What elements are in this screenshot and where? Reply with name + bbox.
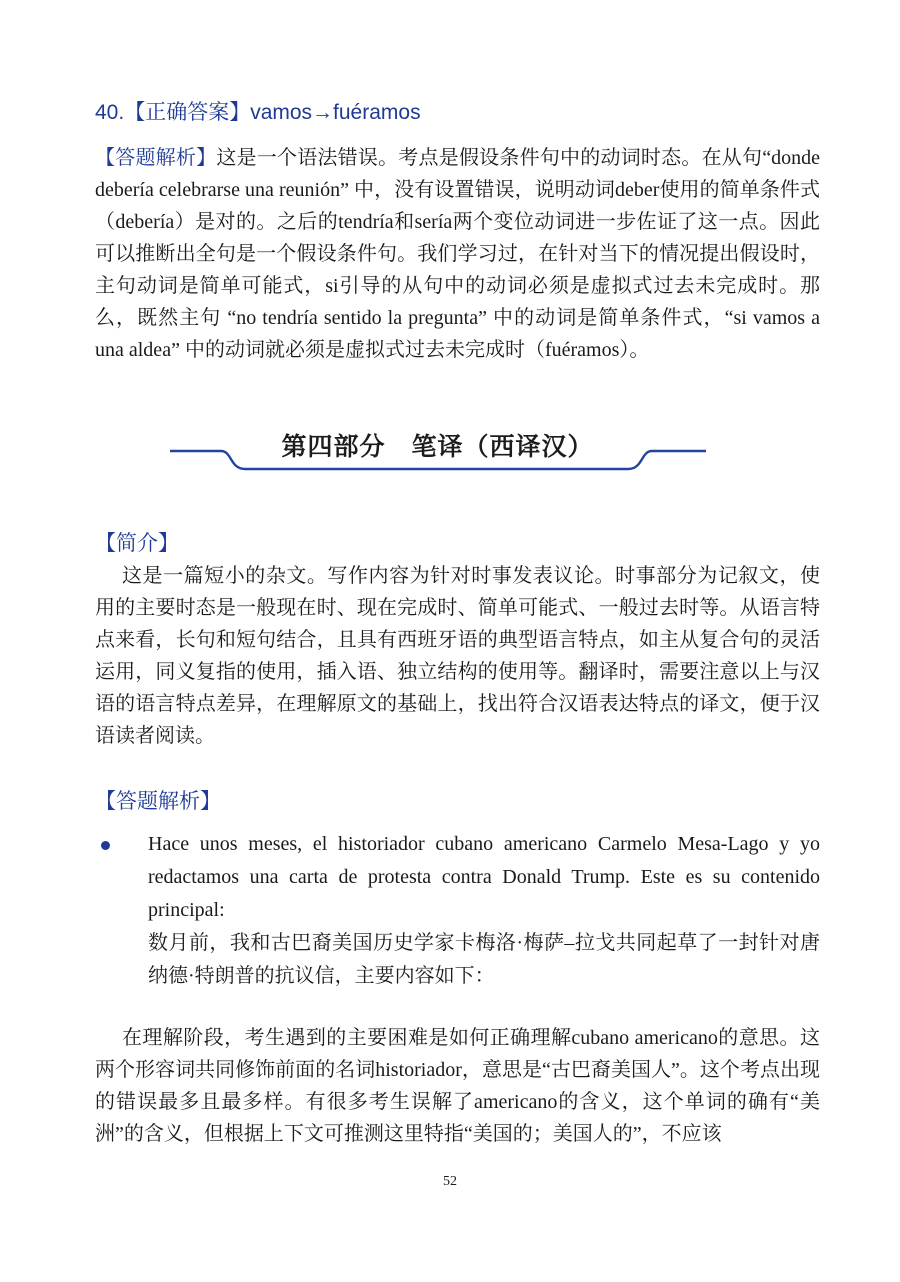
question-analysis-paragraph [95, 142, 820, 366]
intro-paragraph: 这是一篇短小的杂文。写作内容为针对时事发表议论。时事部分为记叙文，使用的主要时态是一般现在时、现在完成时、简单可能式、一般过去时等。从语言特点来看，长句和短句结合，且具有西班牙语的典型语言特点，如主从复合句的灵活运用，同义复指的使用，插入语、独立结构的使用等。翻译时，需要注意以上与汉语的语言特点差异，在理解原文的基础上，找出符合汉语表达特点的译文，便于汉语读者阅读。 [95, 565, 820, 747]
section-title: 第四部分 笔译（西译汉） [281, 433, 594, 461]
analysis-inline-label: 【答题解析】 [95, 147, 217, 169]
correct-answer-line: 40.【正确答案】vamos→fuéramos [95, 101, 421, 124]
intro-label: 【简介】 [95, 532, 179, 555]
section-header [95, 428, 820, 480]
page-number: 52 [443, 1174, 457, 1189]
analysis-bullet-item [95, 828, 820, 993]
commentary-paragraph: 在理解阶段，考生遇到的主要困难是如何正确理解cubano americano的意思。这两个形容词共同修饰前面的名词historiador，意思是“古巴裔美国人”。这个考点出现的错误最多且最多样。有很多考生误解了americano的含义，这个单词的确有“美洲”的含义，但根据上下文可推测这里特指“美国的；美国人的”，不应该 [95, 1027, 820, 1145]
bullet-translation-text: 数月前，我和古巴裔美国历史学家卡梅洛·梅萨–拉戈共同起草了一封针对唐纳德·特朗普的抗议信，主要内容如下： [148, 932, 820, 987]
bullet-icon [101, 841, 110, 850]
bullet-source-text: Hace unos meses, el historiador cubano americano Carmelo Mesa-Lago y yo redactamos una carta de protesta contra Donald Trump. Este es su contenido principal: [148, 833, 820, 921]
question-analysis-text: 这是一个语法错误。考点是假设条件句中的动词时态。在从句“donde debería celebrarse una reunión” 中，没有设置错误，说明动词deber使用的简单条件式（debería）是对的。之后的tendría和sería两个变位动词进一步佐证了这一点。因此可以推断出全句是一个假设条件句。我们学习过，在针对当下的情况提出假设时，主句动词是简单可能式，si引导的从句中的动词必须是虚拟式过去未完成时。那么，既然主句 “no tendría sentido la pregunta” 中的动词是简单条件式，“si vamos a una aldea” 中的动词就必须是虚拟式过去未完成时（fuéramos）。 [95, 147, 821, 361]
analysis-label: 【答题解析】 [95, 790, 221, 813]
